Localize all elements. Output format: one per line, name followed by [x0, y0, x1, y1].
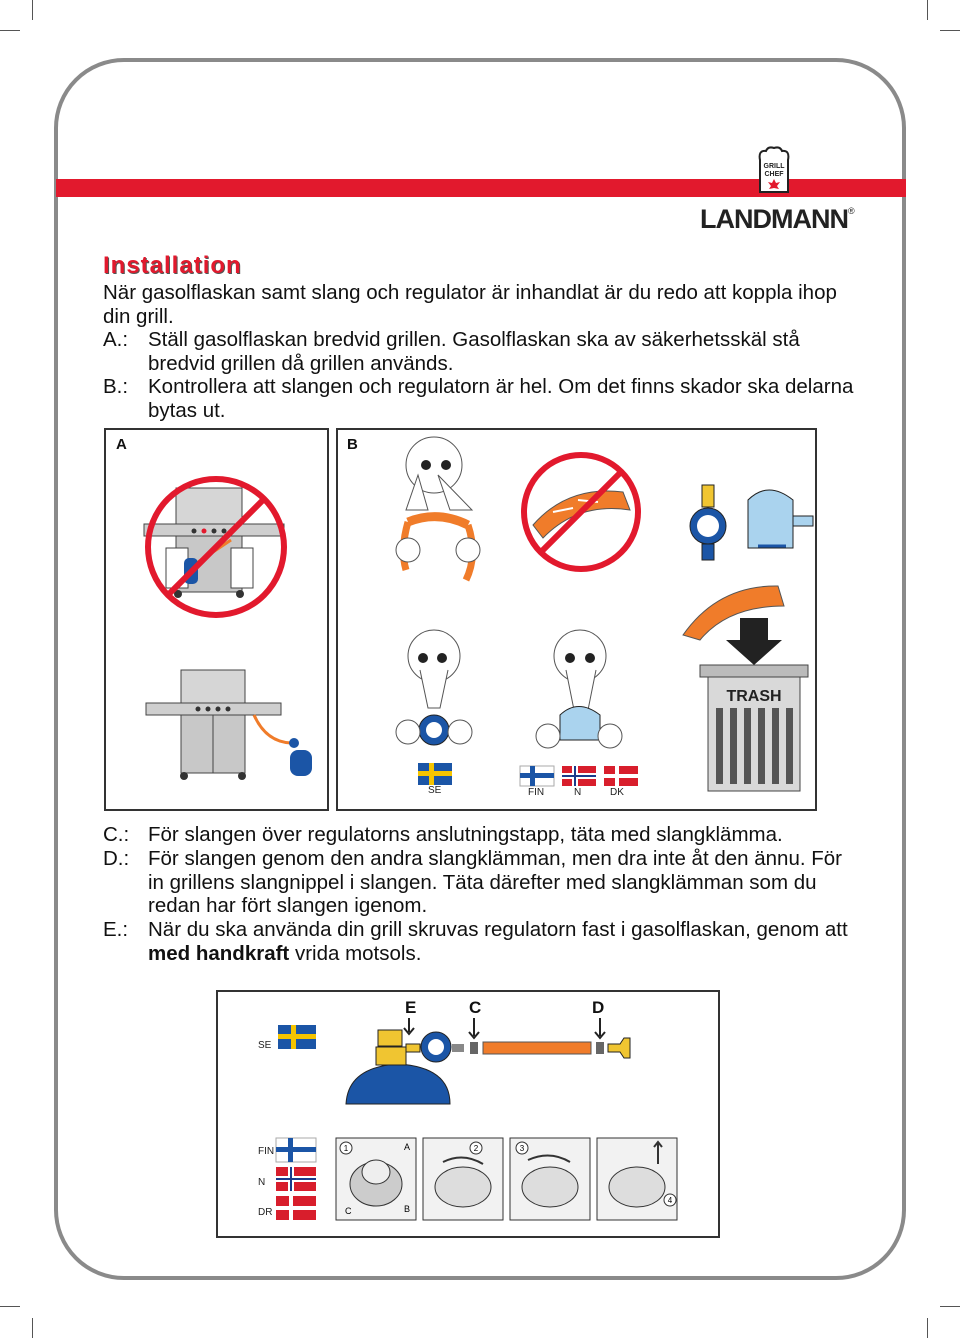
step-b [103, 375, 863, 423]
sub-step-1-a: A [404, 1142, 411, 1152]
crop-mark [32, 1318, 33, 1338]
flag-label-fin: FIN [528, 787, 545, 798]
step-a-label: A.: [103, 328, 129, 351]
sub-step-1-num: 1 [343, 1144, 349, 1153]
hose-icon [452, 1038, 630, 1058]
step-e-text-a: När du ska använda din grill skruvas regulatorn fast i gasolflaskan, genom att [148, 918, 848, 941]
sub-step-1-c: C [345, 1206, 352, 1216]
flag-label-fin: FIN [258, 1146, 275, 1157]
chef-text-1: GRILL [763, 163, 785, 170]
grill-correct-placement-icon [146, 670, 312, 780]
step-e-text-bold: med handkraft [148, 941, 290, 965]
arrow-e-icon [404, 1018, 414, 1034]
step-e [103, 918, 863, 966]
sub-step-4-num: 4 [667, 1196, 673, 1205]
arrow-c-icon [469, 1018, 479, 1038]
step-c [103, 823, 863, 847]
label-c: C [469, 998, 482, 1017]
crop-mark [927, 1318, 928, 1338]
step-c-label: C.: [103, 823, 130, 846]
crop-mark [0, 30, 20, 31]
step-e-text [148, 918, 868, 965]
hand-hose-check-icon [396, 437, 480, 580]
sub-step-1-b: B [404, 1204, 411, 1214]
page-title: Installation [103, 252, 242, 279]
crop-mark [32, 0, 33, 20]
flag-n-icon [562, 766, 596, 786]
flag-se-icon [278, 1025, 316, 1049]
fin-regulator-icon [536, 630, 622, 748]
landmann-logo [700, 146, 860, 236]
step-d-body: För slangen genom den andra slangklämman, men dra inte åt den ännu. För in grillens slangnippel i slangen. Täta därefter med slangklämman som du redan har fört slangen igenom. [148, 847, 842, 917]
figure-b-label: B [347, 436, 358, 453]
flag-label-se: SE [258, 1040, 272, 1051]
brand-name: LANDMANN [700, 204, 848, 234]
figure-e [216, 990, 720, 1238]
step-e-label: E.: [103, 918, 129, 941]
registered-mark: ® [848, 206, 855, 216]
crop-mark [940, 30, 960, 31]
hose-regulator-illustrations [338, 430, 815, 809]
arrow-d-icon [595, 1018, 605, 1038]
crop-mark [940, 1306, 960, 1307]
step-b-label: B.: [103, 375, 129, 398]
grill-chef-hat-icon [756, 146, 792, 194]
label-e: E [405, 998, 417, 1017]
step-b-text: Kontrollera att slangen och regulatorn är hel. Om det finns skador ska delarna bytas ut. [148, 375, 854, 422]
regulator-icon [406, 1032, 451, 1062]
step-d-label: D.: [103, 847, 130, 870]
flag-n-icon [276, 1167, 316, 1191]
flag-label-dr: DR [258, 1207, 273, 1218]
hose-to-trash-icon [683, 586, 808, 791]
crop-mark [0, 1306, 20, 1307]
flag-se-icon [418, 763, 452, 785]
figure-b [336, 428, 817, 811]
step-d [103, 847, 863, 919]
step-e-text-b: vrida motsols. [289, 941, 422, 965]
chef-text-2: CHEF [764, 171, 784, 178]
step-d-text [148, 847, 853, 918]
figure-a [104, 428, 329, 811]
flag-label-n: N [574, 787, 582, 798]
damaged-hose-prohibited-icon [524, 455, 638, 569]
flag-fin-icon [520, 766, 554, 786]
trash-label: TRASH [726, 688, 782, 705]
step-a-text: Ställ gasolflaskan bredvid grillen. Gasolflaskan ska av säkerhetsskäl stå bredvid grillen då grillen används. [148, 328, 800, 375]
step-a [103, 328, 863, 376]
intro-text: När gasolflaskan samt slang och regulator är inhandlat är du redo att koppla ihop din grill. [103, 281, 837, 328]
crop-mark [927, 0, 928, 20]
figure-a-label: A [116, 436, 127, 453]
flag-fin-icon [276, 1138, 316, 1162]
regulator-icons [690, 485, 813, 560]
assembly-diagram [218, 992, 718, 1236]
sub-step-3-num: 3 [519, 1144, 525, 1153]
se-regulator-icon [396, 630, 472, 745]
sub-step-panels [336, 1138, 677, 1220]
flag-label-n: N [258, 1177, 266, 1188]
label-d: D [592, 998, 605, 1017]
flag-label-dk: DK [610, 787, 624, 798]
sub-step-2-num: 2 [473, 1144, 479, 1153]
grill-illustrations [106, 430, 327, 809]
flag-label-se: SE [428, 785, 442, 796]
flag-dk-icon [604, 766, 638, 786]
flag-dk-icon [276, 1196, 316, 1220]
step-c-text: För slangen över regulatorns anslutningstapp, täta med slangklämma. [148, 823, 783, 846]
